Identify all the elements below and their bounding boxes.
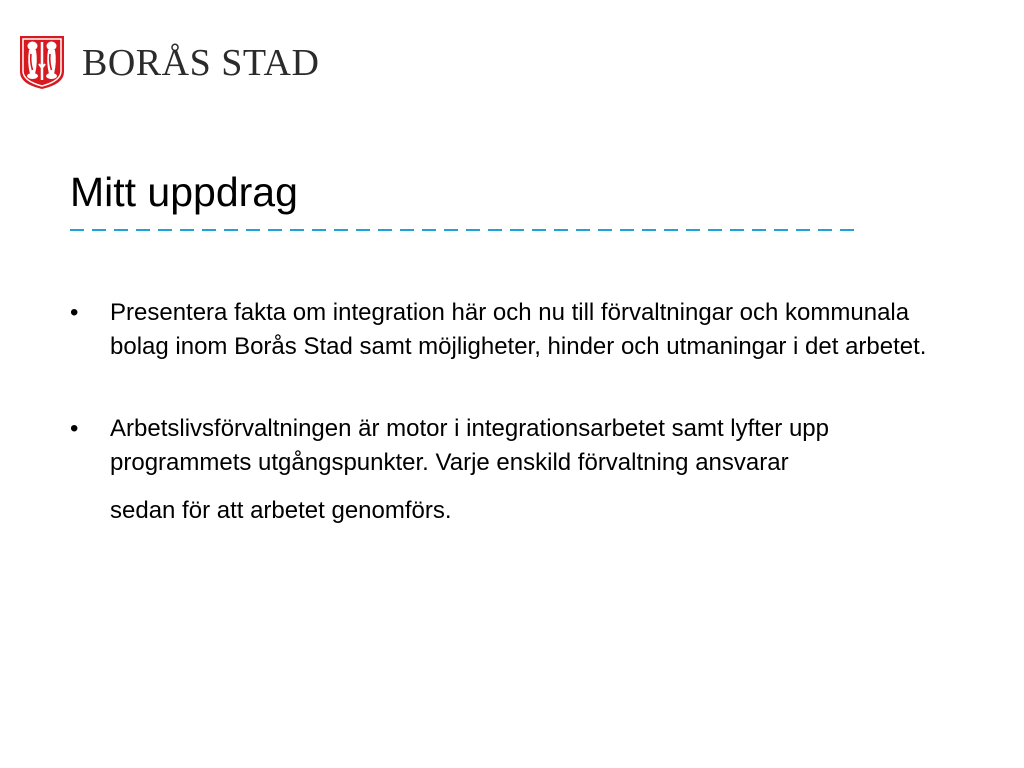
bullet-marker: • (70, 415, 79, 442)
boras-stad-logo (18, 34, 319, 90)
slide-title: Mitt uppdrag (70, 169, 298, 215)
title-underline-divider (70, 229, 856, 231)
bullet-text-main: Arbetslivsförvaltningen är motor i integrationsarbetet samt lyfter upp programmets utgångspunkter. Varje enskild förvaltning ansvarar (110, 415, 830, 476)
bullet-text-tail: sedan för att arbetet genomförs. (110, 497, 452, 524)
coat-of-arms-icon (18, 34, 66, 90)
bullet-marker: • (70, 299, 79, 326)
bullet-text (110, 412, 970, 528)
bullet-list (70, 296, 970, 528)
list-item (70, 412, 970, 528)
logo-wordmark: BORÅS STAD (82, 42, 320, 84)
bullet-text: Presentera fakta om integration här och nu till förvaltningar och kommunala bolag inom Borås Stad samt möjligheter, hinder och utmaningar i det arbetet. (110, 299, 927, 360)
list-item (70, 296, 970, 364)
